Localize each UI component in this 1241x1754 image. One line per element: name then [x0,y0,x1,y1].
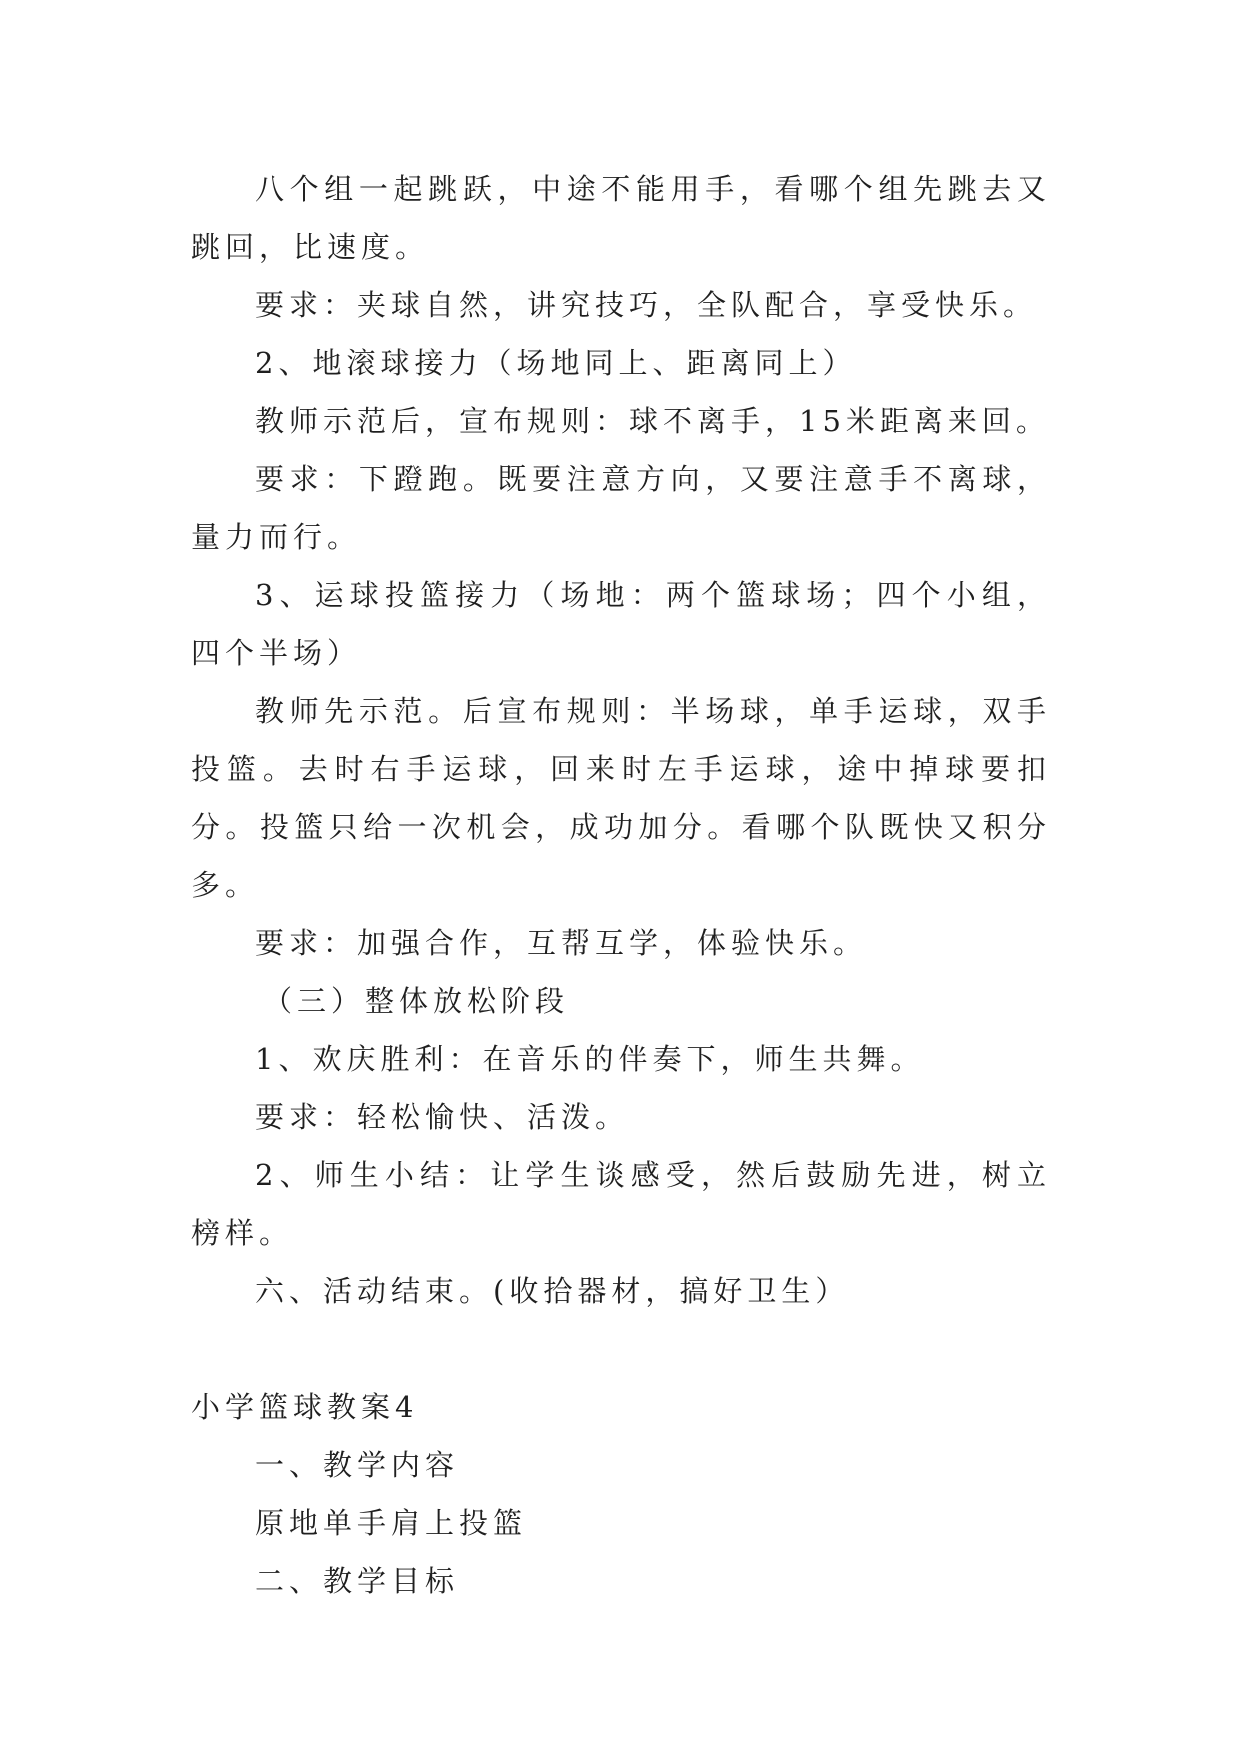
paragraph-requirement-3: 要求：加强合作，互帮互学，体验快乐。 [255,926,868,960]
paragraph-teacher-demo-1: 教师示范后，宣布规则：球不离手，15米距离来回。 [255,404,1050,438]
paragraph-dribble-shoot-relay: 3、运球投篮接力（场地：两个篮球场；四个小组，四个半场） [191,578,1051,670]
paragraph-teaching-content: 原地单手肩上投篮 [255,1506,528,1540]
paragraph-requirement-2: 要求：下蹬跑。既要注意方向，又要注意手不离球，量力而行。 [191,462,1051,554]
paragraph-summary: 2、师生小结：让学生谈感受，然后鼓励先进，树立榜样。 [191,1158,1051,1250]
section-spacer [191,1320,1051,1378]
paragraph-activity-end: 六、活动结束。(收拾器材，搞好卫生） [255,1274,850,1308]
paragraph-relax-stage-heading: （三）整体放松阶段 [263,984,570,1018]
paragraph-requirement-4: 要求：轻松愉快、活泼。 [255,1100,630,1134]
paragraph-requirement-1: 要求：夹球自然，讲究技巧，全队配合，享受快乐。 [255,288,1038,322]
paragraph-jump-rule: 八个组一起跳跃，中途不能用手，看哪个组先跳去又跳回，比速度。 [191,172,1051,264]
document-body [191,160,1051,1610]
paragraph-teaching-goals-heading: 二、教学目标 [255,1564,460,1598]
paragraph-teaching-content-heading: 一、教学内容 [255,1448,460,1482]
paragraph-celebration: 1、欢庆胜利：在音乐的伴奏下，师生共舞。 [255,1042,925,1076]
paragraph-ground-ball-relay: 2、地滚球接力（场地同上、距离同上） [255,346,857,380]
paragraph-teacher-demo-2: 教师先示范。后宣布规则：半场球，单手运球，双手投篮。去时右手运球，回来时左手运球，途中掉球要扣分。投篮只给一次机会，成功加分。看哪个队既快又积分多。 [191,694,1051,902]
section-title: 小学篮球教案4 [191,1390,419,1424]
